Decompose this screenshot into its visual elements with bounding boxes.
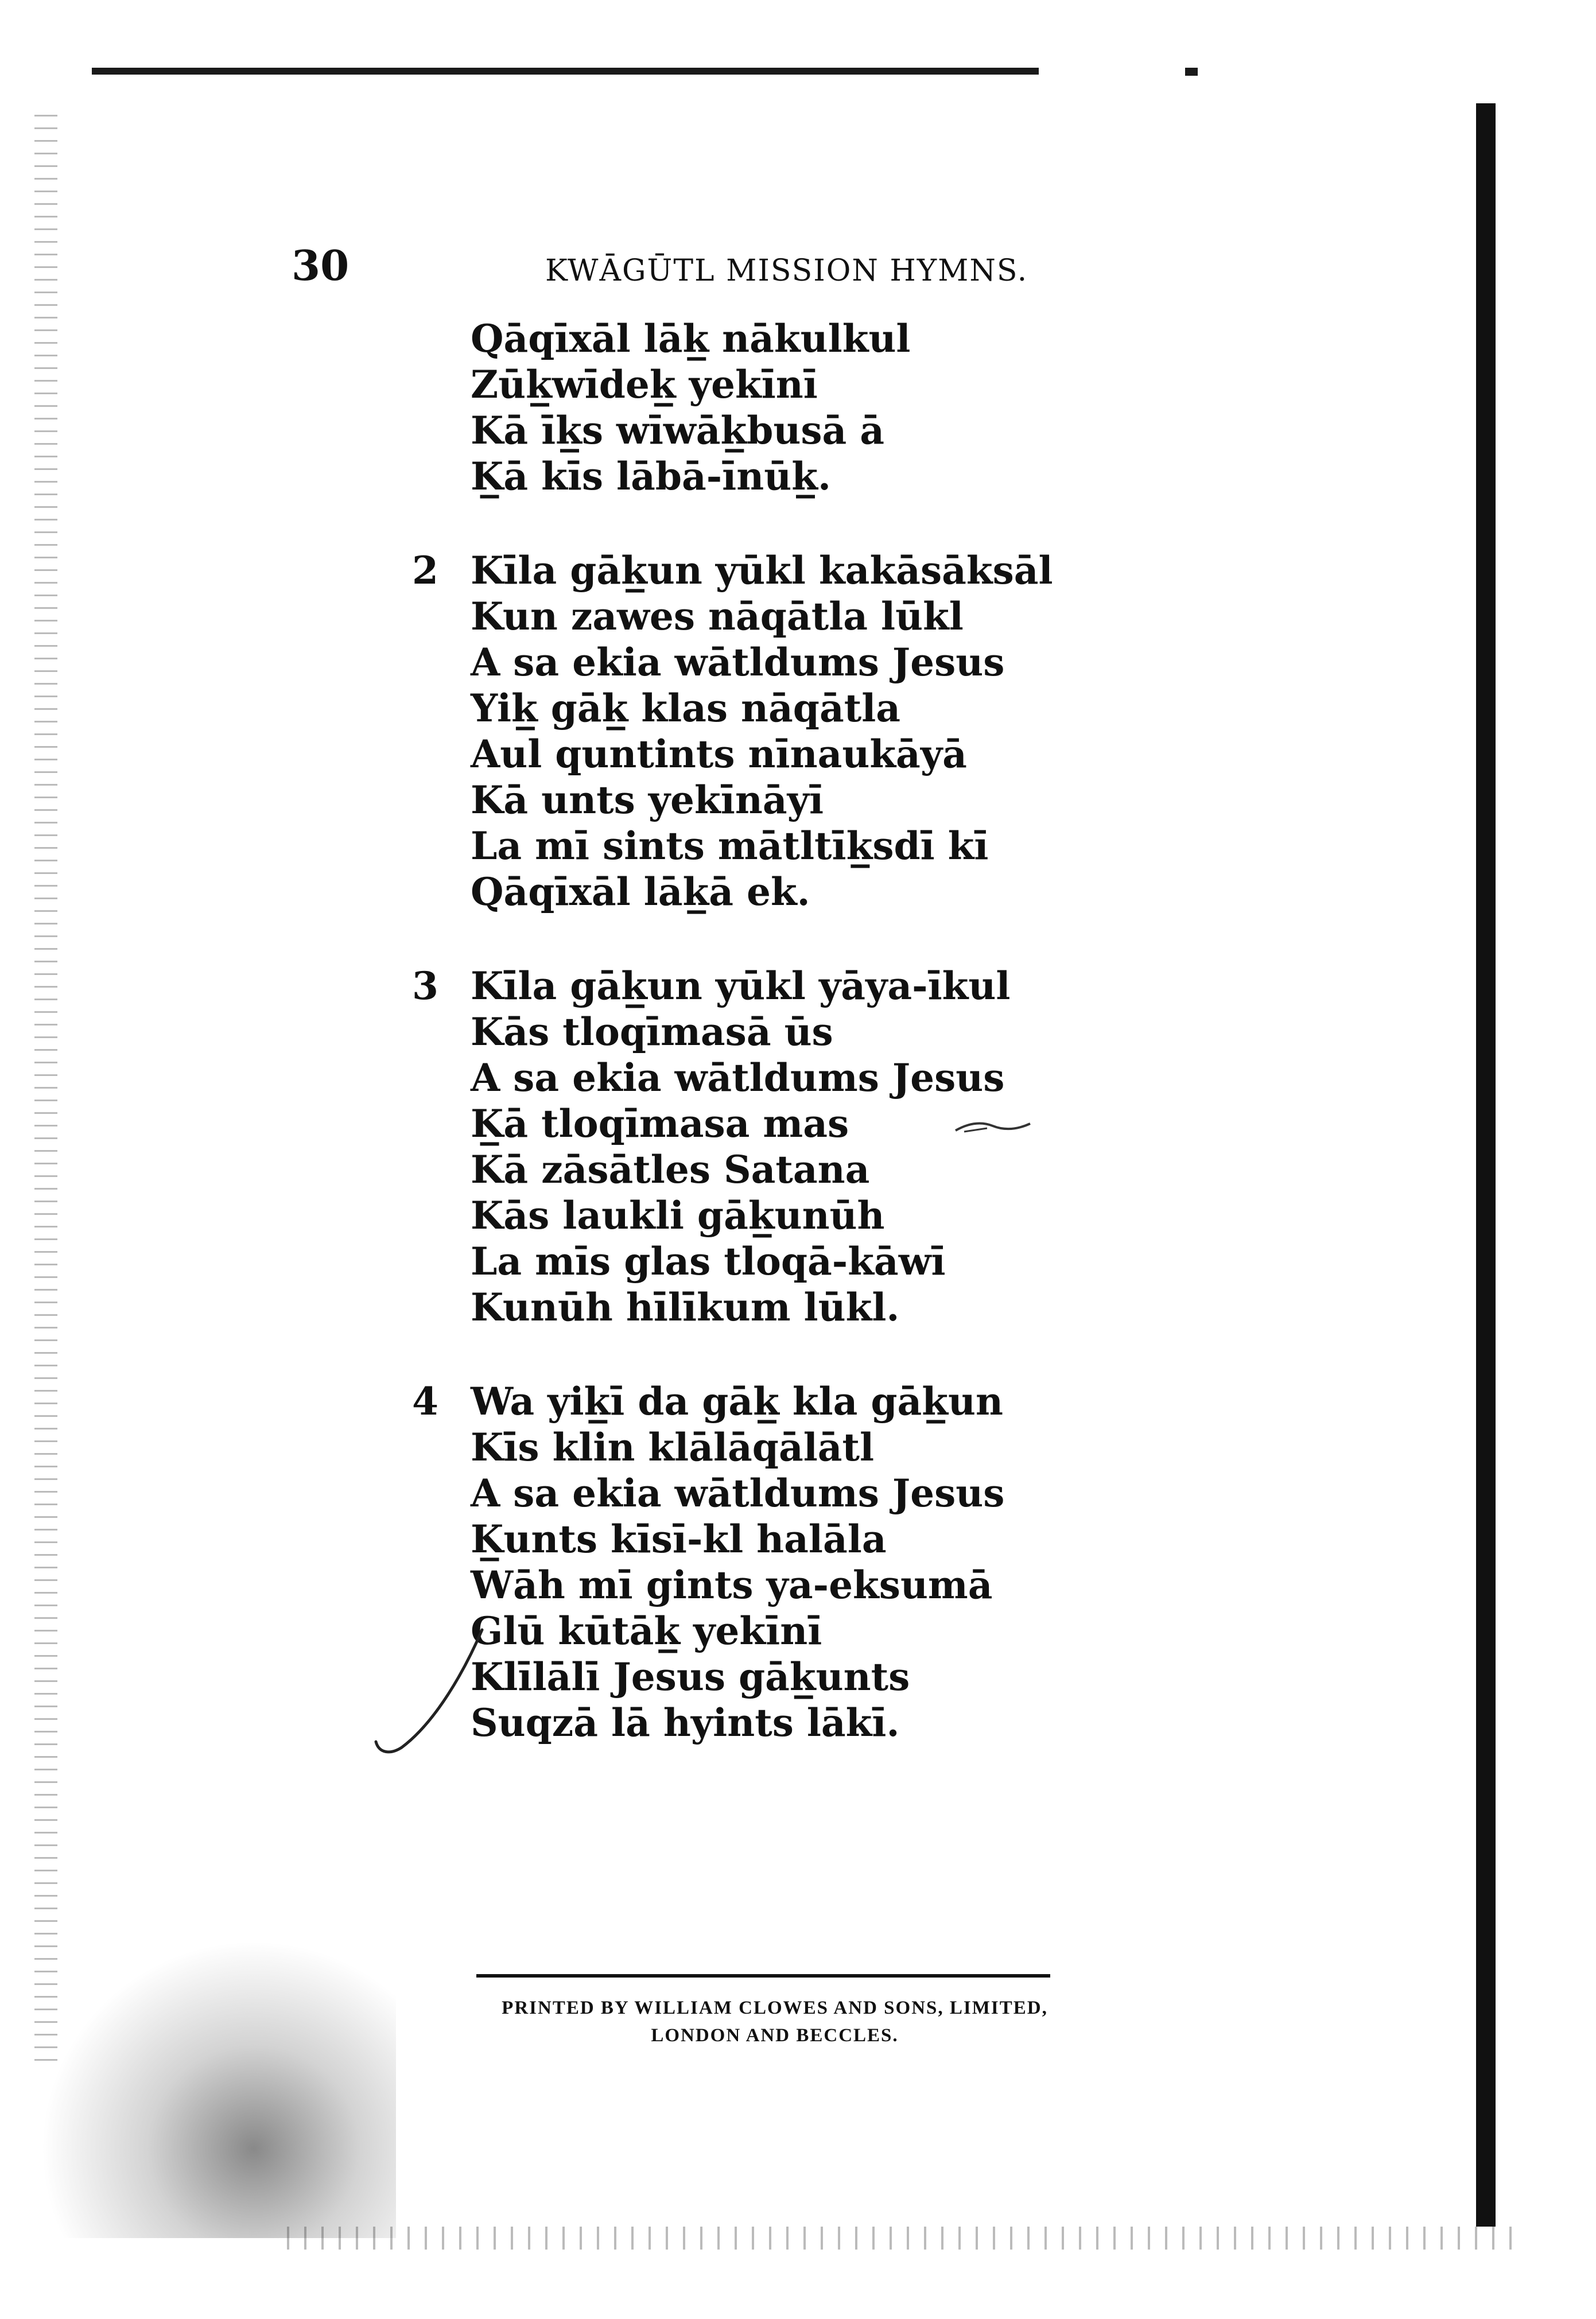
verse-line: Zūk̲wīdek̲ yekīnī [471, 362, 818, 407]
running-title: KWĀGŪTL MISSION HYMNS. [545, 254, 1028, 288]
verse-line: A sa ekia wātldums Jesus [471, 640, 1005, 685]
verse-line: Kīla gāk̲un yūkl kakāsāksāl [471, 548, 1053, 593]
colophon-line-2: LONDON AND BECCLES. [651, 2025, 899, 2046]
verse-line: Yik̲ gāk̲ klas nāqātla [471, 686, 901, 731]
stanza-1 [471, 316, 1389, 499]
verse-line: K̲ā tloqīmasa mas [471, 1101, 849, 1146]
verse-line: Aul quntints nīnaukāyā [471, 732, 967, 776]
stanza-number: 4 [412, 1379, 438, 1424]
verse-line: La mī sints mātltīk̲sdī kī [471, 824, 989, 868]
pencil-mark-icon [953, 1113, 1033, 1136]
verse-line: K̲unts kīsī-kl halāla [471, 1517, 887, 1561]
verse-line: Kā īk̲s wīwāk̲busā ā [471, 408, 885, 453]
verse-line: Wa yik̲ī da gāk̲ kla gāk̲un [471, 1379, 1003, 1424]
verse-line: A sa ekia wātldums Jesus [471, 1471, 1005, 1516]
bottom-scan-edge [287, 2227, 1521, 2250]
right-binding-edge [1476, 103, 1496, 2227]
stanza-number: 3 [412, 964, 438, 1008]
colophon-line-1: PRINTED BY WILLIAM CLOWES AND SONS, LIMITED, [502, 1998, 1048, 2018]
stanza-2 [412, 547, 1389, 915]
verse-line: Qāqīxāl lāk̲ā ek. [471, 869, 810, 914]
stanza-3 [412, 963, 1389, 1330]
page-number: 30 [292, 241, 350, 290]
verse-line: Qāqīxāl lāk̲ nākulkul [471, 316, 911, 361]
handwritten-tick-icon [367, 1624, 494, 1762]
verse-line: Kā zāsātles Satana [471, 1147, 870, 1192]
stanza-number: 2 [412, 548, 438, 593]
printer-colophon [402, 1994, 1148, 2049]
verse-line: Klīlālī Jesus gāk̲unts [471, 1654, 910, 1699]
page-header [0, 241, 1596, 304]
verse-line: Kīs klin klālāqālātl [471, 1425, 875, 1470]
left-scan-edge [34, 115, 57, 2066]
verse-line: Kās tloqīmasā ūs [471, 1009, 833, 1054]
hymn-text [412, 316, 1389, 1794]
verse-line: La mīs glas tloqā-kāwī [471, 1239, 946, 1284]
top-scan-mark [1185, 68, 1198, 76]
verse-line: Suqzā lā hyints lākī. [471, 1700, 900, 1745]
stanza-4 [412, 1378, 1389, 1746]
verse-line: Kā unts yekīnāyī [471, 778, 824, 822]
verse-line: Glū kūtāk̲ yekīnī [471, 1609, 822, 1653]
verse-line: Kunūh hīlīkum lūkl. [471, 1285, 900, 1330]
verse-line: Kīla gāk̲un yūkl yāya-īkul [471, 964, 1011, 1008]
verse-line: Kun zawes nāqātla lūkl [471, 594, 964, 639]
bottom-left-stain [40, 1940, 396, 2238]
verse-line: Wāh mī gints ya-eksumā [471, 1563, 993, 1607]
verse-line: K̲ā kīs lābā-īnūk̲. [471, 454, 831, 499]
verse-line: A sa ekia wātldums Jesus [471, 1055, 1005, 1100]
colophon-rule [476, 1974, 1050, 1978]
verse-line: Kās laukli gāk̲unūh [471, 1193, 885, 1238]
top-scan-rule [92, 68, 1039, 75]
